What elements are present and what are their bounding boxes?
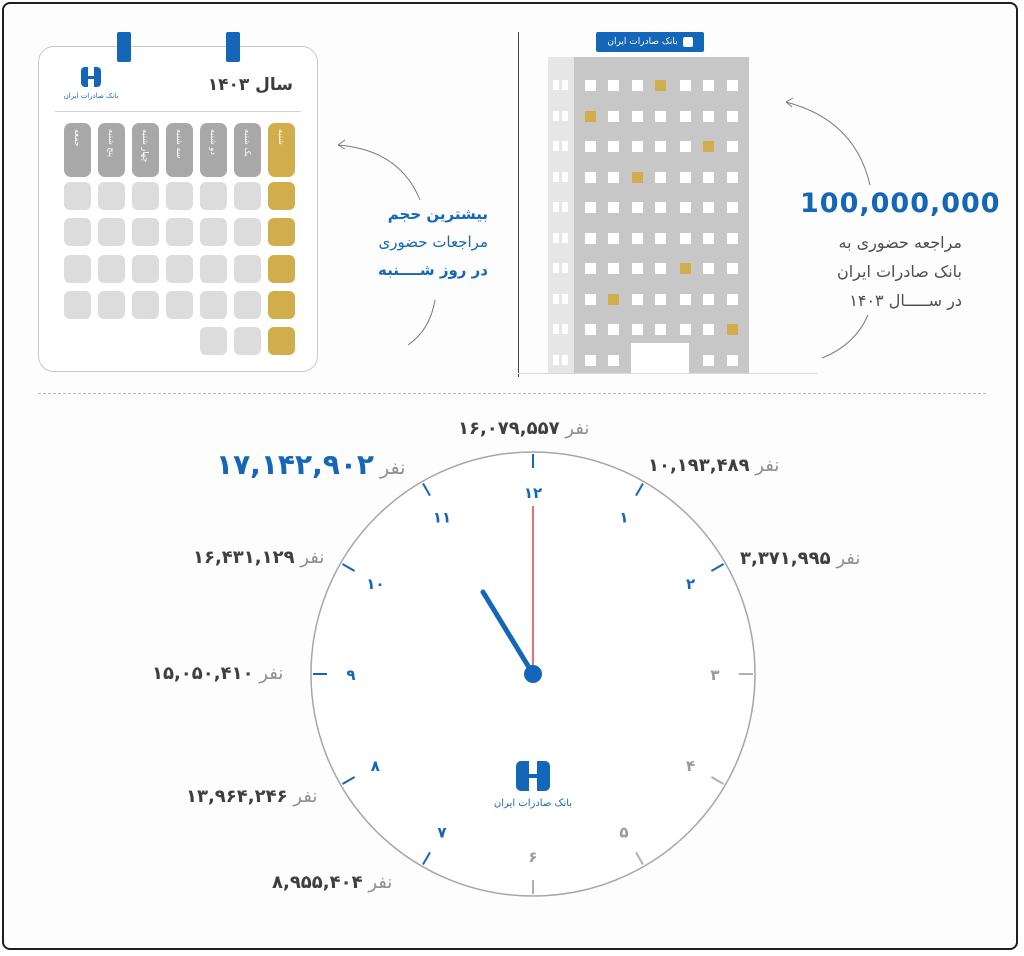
weekday-label: شنبه (277, 129, 286, 145)
building-window (655, 80, 666, 91)
building-window (680, 324, 691, 335)
bank-stat-line2: بانک صادرات ایران (836, 262, 962, 281)
building-side (548, 57, 574, 373)
calendar-day-cell (98, 291, 125, 319)
building-door (631, 343, 689, 373)
building-window (608, 111, 619, 122)
building-side-window (553, 80, 559, 90)
calendar-year: سال ۱۴۰۳ (207, 75, 293, 95)
clock-value-label (193, 547, 324, 568)
building-window (727, 80, 738, 91)
clock-value-label (186, 786, 317, 807)
building-window (608, 263, 619, 274)
weekday-label: دو شنبه (209, 129, 218, 155)
building-window (632, 324, 643, 335)
clock-value-number: ۸,۹۵۵,۴۰۴ (272, 872, 363, 893)
bank-stat-line1: مراجعه حضوری به (838, 233, 962, 252)
building-window (727, 111, 738, 122)
building-window (655, 202, 666, 213)
building-window (703, 202, 714, 213)
building-window (608, 172, 619, 183)
clock-value-number: ۳,۳۷۱,۹۹۵ (740, 548, 831, 569)
bank-stat-text (790, 228, 962, 315)
calendar-day-cell (166, 291, 193, 319)
clock-logo-text: بانک صادرات ایران (493, 798, 573, 809)
building-window (727, 172, 738, 183)
building-window (727, 202, 738, 213)
calendar-day-cell (200, 327, 227, 355)
calendar-day-cell (64, 255, 91, 283)
building-side-window (562, 141, 568, 151)
clock-numeral: ۷ (437, 823, 447, 842)
building-window (585, 111, 596, 122)
clock-numeral: ۱۲ (523, 484, 543, 502)
building-window (608, 355, 619, 366)
calendar-day-cell (234, 255, 261, 283)
calendar-day-cell (234, 327, 261, 355)
building-window (680, 294, 691, 305)
calendar-day-cell (98, 182, 125, 210)
calendar-day-cell (268, 255, 295, 283)
building-window (703, 80, 714, 91)
building-window (608, 294, 619, 305)
building-window (703, 355, 714, 366)
building-window (727, 141, 738, 152)
saturday-text-line1: بیشترین حجم (387, 205, 488, 223)
building-window (585, 294, 596, 305)
bank-sign-text: بانک صادرات ایران (607, 37, 678, 47)
building-side-window (553, 324, 559, 334)
calendar-card (38, 46, 318, 372)
calendar-day-cell (268, 182, 295, 210)
building-side-window (562, 172, 568, 182)
weekday-label: یک شنبه (243, 129, 252, 157)
building-window (608, 202, 619, 213)
building-window (680, 233, 691, 244)
building-window (655, 263, 666, 274)
weekday-label: سه شنبه (175, 129, 184, 159)
clock-value-unit: نفر (253, 663, 284, 684)
clock-numeral: ۹ (346, 666, 356, 684)
building-side-window (562, 202, 568, 212)
clock-face (300, 440, 766, 906)
clock-numeral: ۴ (686, 757, 696, 775)
clock-value-number: ۱۵,۰۵۰,۴۱۰ (152, 663, 254, 684)
calendar-day-cell (234, 182, 261, 210)
building-window (608, 233, 619, 244)
clock-value-number: ۱۷,۱۴۲,۹۰۲ (216, 448, 374, 481)
building-window (727, 294, 738, 305)
calendar-logo-text: بانک صادرات ایران (63, 92, 119, 100)
building-window (632, 202, 643, 213)
calendar-day-cell (200, 291, 227, 319)
saturday-text (340, 200, 488, 284)
building-window (727, 355, 738, 366)
bank-stat-line3: در ســـــال ۱۴۰۳ (849, 291, 962, 310)
clock-value-unit: نفر (294, 547, 325, 568)
calendar-day-cell (268, 218, 295, 246)
building-side-window (562, 324, 568, 334)
clock-value-label (740, 548, 860, 569)
clock-value-unit: نفر (374, 457, 406, 479)
building-window (703, 141, 714, 152)
building-window (585, 202, 596, 213)
bank-stat-number: 100,000,000 (800, 188, 1001, 219)
weekday-header (234, 123, 261, 177)
calendar-day-cell (132, 182, 159, 210)
calendar-day-cell (64, 291, 91, 319)
building-window (585, 355, 596, 366)
building-side-window (553, 111, 559, 121)
calendar-day-cell (98, 255, 125, 283)
clock-numeral: ۱ (619, 508, 629, 527)
calendar-day-cell (200, 218, 227, 246)
weekday-header (132, 123, 159, 177)
weekday-header (166, 123, 193, 177)
building-side-window (562, 294, 568, 304)
weekday-label: پنج شنبه (107, 129, 116, 158)
building-window (632, 111, 643, 122)
clock-numeral: ۱۰ (366, 575, 385, 593)
clock-numeral: ۳ (710, 666, 720, 684)
building-window (632, 172, 643, 183)
building-window (655, 172, 666, 183)
clock-value-label (152, 663, 283, 684)
calendar-ring-right (226, 32, 240, 62)
weekday-header (200, 123, 227, 177)
building-window (632, 294, 643, 305)
building-window (608, 141, 619, 152)
calendar-day-cell (98, 218, 125, 246)
building-window (632, 233, 643, 244)
building-side-window (553, 263, 559, 273)
clock-value-number: ۱۰,۱۹۳,۴۸۹ (648, 455, 750, 476)
building-window (703, 294, 714, 305)
calendar-day-cell (132, 291, 159, 319)
weekday-header (64, 123, 91, 177)
clock-value-unit: نفر (559, 418, 590, 439)
building-side-window (562, 263, 568, 273)
calendar-day-cell (268, 291, 295, 319)
building-window (585, 263, 596, 274)
weekday-label: چهار شنبه (141, 129, 150, 163)
calendar-divider (55, 111, 301, 112)
building-window (655, 141, 666, 152)
building-side-window (562, 233, 568, 243)
building-window (680, 80, 691, 91)
clock-value-unit: نفر (749, 455, 780, 476)
bank-logo-icon (61, 65, 121, 105)
building-window (655, 233, 666, 244)
calendar-day-cell (64, 182, 91, 210)
building-side-window (553, 202, 559, 212)
building-window (703, 324, 714, 335)
bank-sign (596, 32, 704, 52)
building-window (632, 141, 643, 152)
building-window (703, 111, 714, 122)
building-window (608, 324, 619, 335)
calendar-day-cell (200, 182, 227, 210)
calendar-day-cell (234, 218, 261, 246)
building-window (703, 233, 714, 244)
calendar-day-cell (234, 291, 261, 319)
clock-numeral: ۶ (528, 848, 538, 866)
building-window (585, 172, 596, 183)
building-window (585, 80, 596, 91)
building-window (585, 324, 596, 335)
calendar-day-cell (132, 218, 159, 246)
clock-numeral: ۲ (686, 575, 696, 593)
weekday-label: جمعه (73, 129, 82, 147)
calendar-ring-left (117, 32, 131, 62)
clock-center-dot (524, 665, 542, 683)
building-window (632, 80, 643, 91)
building-window (608, 80, 619, 91)
ground-line (518, 373, 818, 374)
building-side-window (562, 355, 568, 365)
building-window (703, 263, 714, 274)
calendar-day-cell (132, 255, 159, 283)
building-window (655, 324, 666, 335)
building-window (680, 172, 691, 183)
calendar-day-cell (200, 255, 227, 283)
saturday-text-line2: مراجعات حضوری (378, 233, 488, 251)
clock-numeral: ۸ (370, 757, 380, 775)
building-window (680, 141, 691, 152)
building-side-window (553, 172, 559, 182)
building-window (680, 111, 691, 122)
building-side-window (553, 294, 559, 304)
building-window (727, 263, 738, 274)
clock-value-label (272, 872, 392, 893)
section-divider (38, 393, 986, 394)
building-window (680, 263, 691, 274)
bank-sign-logo-icon (683, 37, 693, 47)
vertical-line (518, 32, 519, 377)
calendar-day-cell (166, 255, 193, 283)
clock-value-number: ۱۶,۰۷۹,۵۵۷ (458, 418, 560, 439)
building-window (655, 294, 666, 305)
building-window (632, 263, 643, 274)
clock-numeral: ۱۱ (432, 508, 452, 527)
building-side-window (562, 111, 568, 121)
building-side-window (553, 355, 559, 365)
building-window (727, 233, 738, 244)
building-side-window (562, 80, 568, 90)
building-window (585, 233, 596, 244)
clock-value-unit: نفر (287, 786, 318, 807)
building-window (680, 202, 691, 213)
clock-numeral: ۵ (619, 823, 629, 842)
calendar-day-cell (166, 218, 193, 246)
weekday-header (268, 123, 295, 177)
clock-value-number: ۱۳,۹۶۴,۲۴۶ (186, 786, 288, 807)
building-window (727, 324, 738, 335)
clock-value-label (458, 418, 589, 439)
calendar-day-cell (64, 218, 91, 246)
calendar-day-cell (268, 327, 295, 355)
calendar-day-cell (166, 182, 193, 210)
clock-value-label-highlight (216, 448, 405, 481)
weekday-header (98, 123, 125, 177)
clock-value-unit: نفر (362, 872, 393, 893)
building-side-window (553, 233, 559, 243)
building-side-window (553, 141, 559, 151)
saturday-text-line3: در روز شــــنبه (378, 261, 488, 279)
clock-value-unit: نفر (830, 548, 861, 569)
building-window (585, 141, 596, 152)
clock-value-number: ۱۶,۴۳۱,۱۲۹ (193, 547, 295, 568)
building-window (703, 172, 714, 183)
building-window (655, 111, 666, 122)
clock-value-label (648, 455, 779, 476)
